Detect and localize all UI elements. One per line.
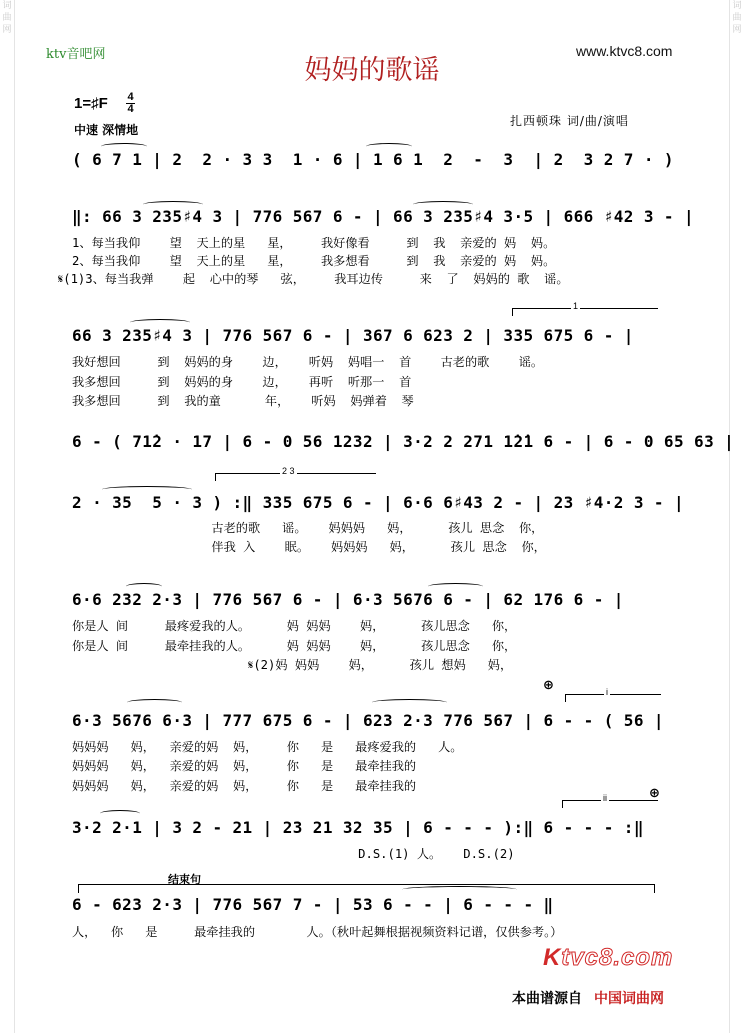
slur [402,886,517,893]
lyric-line: 妈妈妈 妈， 亲爱的妈 妈， 你 是 最疼爱我的 人。 [72,740,463,754]
time-signature [126,92,135,115]
lyric-line: 你是人 间 最疼爱我的人。 妈 妈妈 妈， 孩儿思念 你， [72,619,517,633]
ending-bracket [78,884,655,893]
volta-i-bracket [565,687,661,702]
notation-row: 6 - 623 2·3 | 776 567 7 - | 53 6 - - | 6 - - - ‖ [72,895,554,914]
notation-row: 6·3 5676 6·3 | 777 675 6 - | 623 2·3 776 567 | 6 - - ( 56 | [72,711,664,730]
coda-symbol-2: ⊕ [649,786,660,801]
slur [102,486,192,493]
slur [372,699,447,706]
volta-23-bracket [215,466,376,481]
volta-23-label: 2 3 [282,466,295,476]
lyric-line: D.S.(1) 人。 D.S.(2) [72,847,515,861]
source-label: 本曲谱源自 [512,991,582,1007]
lyric-line: 你是人 间 最牵挂我的人。 妈 妈妈 妈， 孩儿思念 你， [72,639,517,653]
lyric-line: 我多想回 到 我的童 年， 听妈 妈弹着 琴 [72,394,414,408]
site-name[interactable]: ktv音吧网 [46,47,106,62]
lyric-line: 古老的歌 谣。 妈妈妈 妈， 孩儿 思念 你， [72,521,544,535]
key-signature: 1=♯F [74,95,108,112]
ending-label: 结束句 [168,873,201,886]
lyric-line: 1、每当我仰 望 天上的星 星， 我好像看 到 我 亲爱的 妈 妈。 [72,236,556,250]
right-watermark-strip: 词 曲 网 [729,0,744,1033]
tempo-marking: 中速 深情地 [74,123,139,137]
lyric-line: 𝄋(2)妈 妈妈 妈， 孩儿 想妈 妈， [72,658,513,672]
slur [126,583,162,590]
lyric-line: 妈妈妈 妈， 亲爱的妈 妈， 你 是 最牵挂我的 [72,779,417,793]
volta-ii-label: ii [603,793,607,803]
lyric-line: 𝄋(1)3、每当我弹 起 心中的琴 弦， 我耳边传 来 了 妈妈的 歌 谣。 [58,272,569,286]
time-signature-top: 4 [127,91,134,103]
left-watermark-strip: 词 曲 网 [0,0,15,1033]
lyric-line: 我多想回 到 妈妈的身 边， 再听 听那一 首 [72,375,412,389]
triplet-slur [366,143,412,150]
slur [100,810,140,817]
notation-row: 6·6 232 2·3 | 776 567 6 - | 6·3 5676 6 - | 62 176 6 - | [72,590,624,609]
lyric-line: 2、每当我仰 望 天上的星 星， 我多想看 到 我 亲爱的 妈 妈。 [72,254,556,268]
author-credit: 扎西顿珠 词/曲/演唱 [510,114,629,128]
volta-1-bracket [512,301,658,316]
notation-row: ‖: 66 3 235♯4 3 | 776 567 6 - | 66 3 235♯4 3·5 | 666 ♯42 3 - | [72,207,695,226]
notation-row: 66 3 235♯4 3 | 776 567 6 - | 367 6 623 2 | 335 675 6 - | [72,326,634,345]
time-signature-bottom: 4 [127,103,134,115]
source-footer [512,988,664,1008]
lyric-line: 我好想回 到 妈妈的身 边， 听妈 妈唱一 首 古老的歌 谣。 [72,355,544,369]
logo-rest: tvc8.com [561,944,674,971]
logo-k: K [543,944,562,971]
volta-i-label: i [606,687,608,697]
notation-row: 3·2 2·1 | 3 2 - 21 | 23 21 32 35 | 6 - - - ):‖ 6 - - - :‖ [72,818,644,837]
notation-row: 2 · 35 5 · 3 ) :‖ 335 675 6 - | 6·6 6♯43 2 - | 23 ♯4·2 3 - | [72,493,685,512]
song-title: 妈妈的歌谣 [304,55,440,86]
volta-1-label: 1 [573,301,579,311]
lyric-line: 伴我 入 眠。 妈妈妈 妈， 孩儿 思念 你， [72,540,546,554]
notation-row: ( 6 7 1 | 2 2 · 3 3 1 · 6 | 1 6 1 2 - 3 | 2 3 2 7 · ) [72,150,674,169]
slur [127,699,182,706]
notation-row: 6 - ( 71̇2 · 17 | 6 - 0 56 1232 | 3·2 2 271 1̇2̇1 6 - | 6 - 0 65 63 | [72,432,735,451]
lyric-line: 妈妈妈 妈， 亲爱的妈 妈， 你 是 最牵挂我的 [72,759,417,773]
coda-symbol: ⊕ [543,678,554,693]
slur [428,583,483,590]
lyric-line: 人， 你 是 最牵挂我的 人。（秋叶起舞根据视频资料记谱，仅供参考。） [72,925,563,939]
ktvc8-logo[interactable] [543,944,673,972]
triplet-slur [101,143,147,150]
volta-ii-bracket [562,793,658,808]
slur [130,319,190,326]
site-url[interactable]: www.ktvc8.com [576,43,673,59]
source-site-link[interactable]: 中国词曲网 [594,991,664,1007]
